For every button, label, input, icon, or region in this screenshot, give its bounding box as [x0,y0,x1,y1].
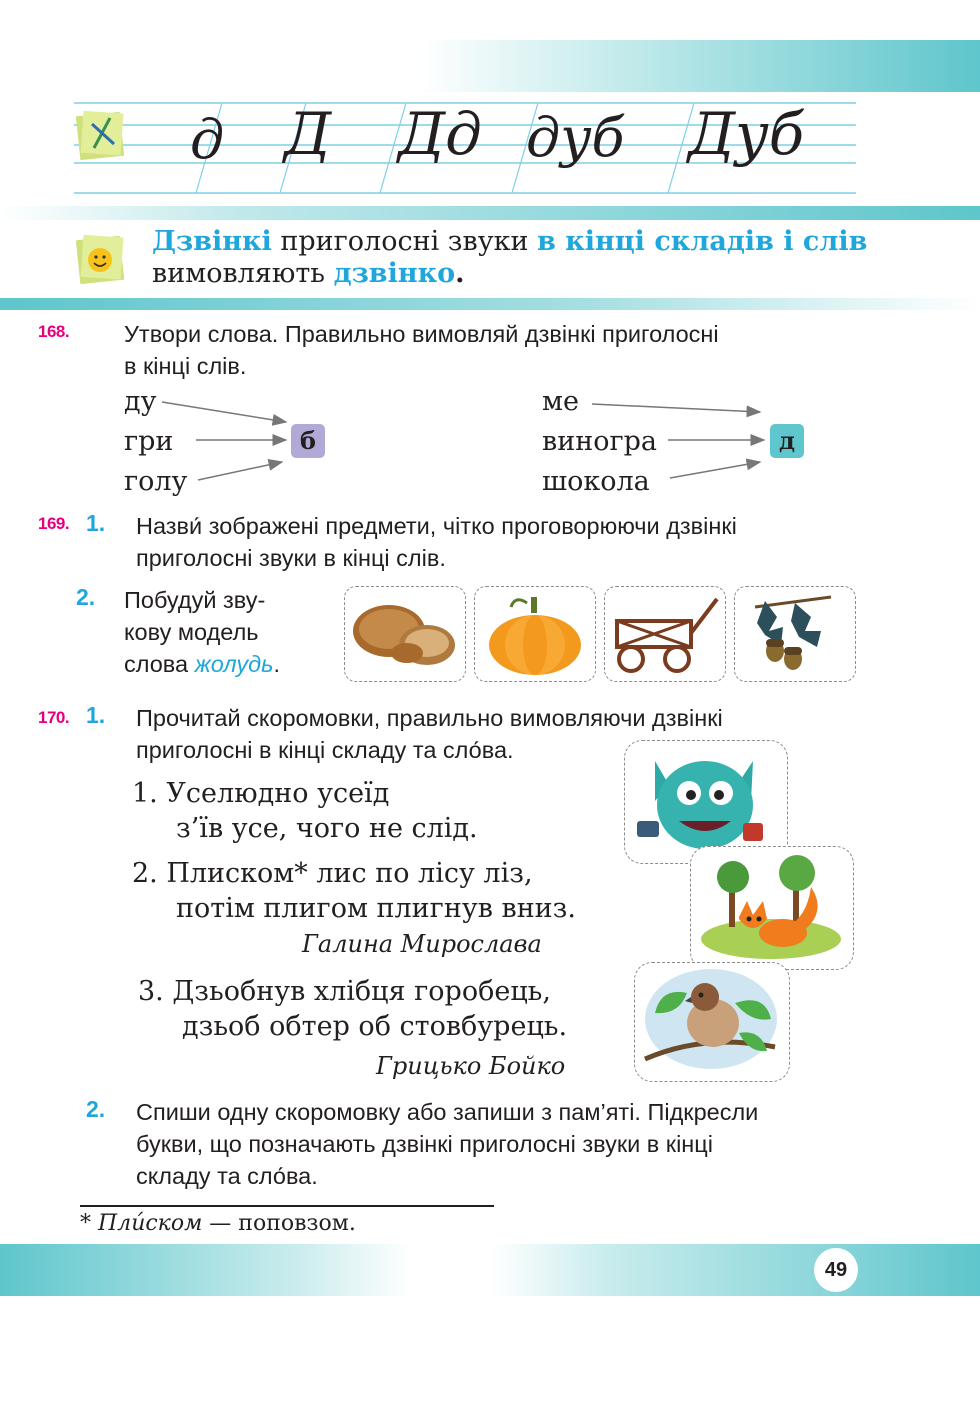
task-168-line-1: Утвори слова. Правильно вимовляй дзвінкі приголосні [124,321,719,347]
header-band [420,40,980,92]
connector-arrows [0,390,980,500]
task-number-168: 168. [38,322,70,341]
picture-sparrow [634,962,790,1082]
word-golu: голу [124,466,188,497]
cursive-word-dub: дуб [526,106,625,169]
task-number-169: 169. [38,514,70,533]
footnote-star: * [80,1211,98,1236]
letter-box-d: д [770,424,804,458]
task-168-line-2: в кінці слів. [124,353,247,379]
task-169-period: . [273,651,280,677]
rule-text [152,226,912,290]
rule-highlight-2: в кінці складів і слів [537,226,868,257]
picture-bread [344,586,466,682]
bread-icon [345,587,465,681]
monster-icon [625,741,785,861]
cart-icon [605,587,725,681]
task-170-line-5: складу та сло́ва. [136,1163,318,1189]
picture-cart [604,586,726,682]
divider-band [0,206,980,220]
poem-3-line-2: дзьоб обтер об стовбурець. [182,1011,568,1042]
author-2: Грицько Бойко [376,1052,566,1080]
task-170-line-3: Спиши одну скоромовку або запиши з пам’яті. Підкресли [136,1099,759,1125]
rule-highlight-1: Дзвінкі [152,226,272,257]
task-170-sub-1: 1. [86,702,106,728]
handwriting-lines [0,95,980,205]
word-zholud: жолудь [194,651,274,677]
poem-2-line-2: потім плигом плигнув вниз. [176,893,576,924]
acorn-icon [735,587,855,681]
poem-2-line-1: 2. Плиском* лис по лісу ліз, [132,858,533,889]
picture-pumpkin [474,586,596,682]
rule-highlight-3: дзвінко [333,258,456,289]
rule-text-3: . [455,258,465,289]
footnote [80,1211,356,1236]
task-169-sub-1: 1. [86,510,106,536]
pumpkin-icon [475,587,595,681]
sparrow-icon [635,963,787,1079]
task-169-line-1: Назви́ зображені предмети, чітко проговорюючи дзвінкі [136,513,737,539]
fox-icon [691,847,851,967]
task-169-line-5: слова [124,651,195,677]
cursive-word-dub-capital: Дуб [688,100,805,168]
word-vynohra: виногра [542,426,657,457]
task-170-sub-2: 2. [86,1096,106,1122]
word-me: ме [542,386,579,417]
pencil-note-icon [74,108,130,164]
picture-acorns [734,586,856,682]
rule-text-2: вимовляють [152,258,334,289]
author-1: Галина Мирослава [302,930,542,958]
page-number: 49 [814,1248,858,1292]
task-169-line-2: приголосні звуки в кінці слів. [136,545,446,571]
cursive-lower-d: д [190,108,225,171]
word-gry: гри [124,426,174,457]
task-169-line-4: кову модель [124,619,259,645]
task-number-170: 170. [38,708,70,727]
word-shokola: шокола [542,466,650,497]
word-du: ду [124,386,157,417]
poem-3-line-1: 3. Дзьобнув хлібця горобець, [138,976,551,1007]
rule-text-1: приголосні звуки [271,226,538,257]
picture-fox [690,846,854,970]
task-168-text [124,318,856,382]
letter-box-b: б [291,424,325,458]
task-170-text-2 [136,1096,856,1192]
divider-band-2 [0,298,980,310]
poem-1-line-1: 1. Уселюдно усеїд [132,778,390,809]
task-170-line-1: Прочитай скоромовки, правильно вимовляючи дзвінкі [136,705,723,731]
task-169-text-1 [136,510,856,574]
smiley-note-icon [74,232,130,288]
cursive-upper-d: Д [284,100,332,168]
cursive-pair-dd: Дд [398,100,482,168]
task-170-line-2: приголосні в кінці складу та сло́ва. [136,737,514,763]
task-170-line-4: букви, що позначають дзвінкі приголосні звуки в кінці [136,1131,713,1157]
task-169-sub-2: 2. [76,584,96,610]
footnote-definition: — поповзом. [202,1211,356,1236]
task-169-line-3: Побудуй зву- [124,587,266,613]
footnote-term: Пли́ском [98,1211,203,1236]
footnote-divider [80,1205,494,1207]
poem-1-line-2: з’їв усе, чого не слід. [176,813,478,844]
task-169-text-2 [124,584,344,680]
